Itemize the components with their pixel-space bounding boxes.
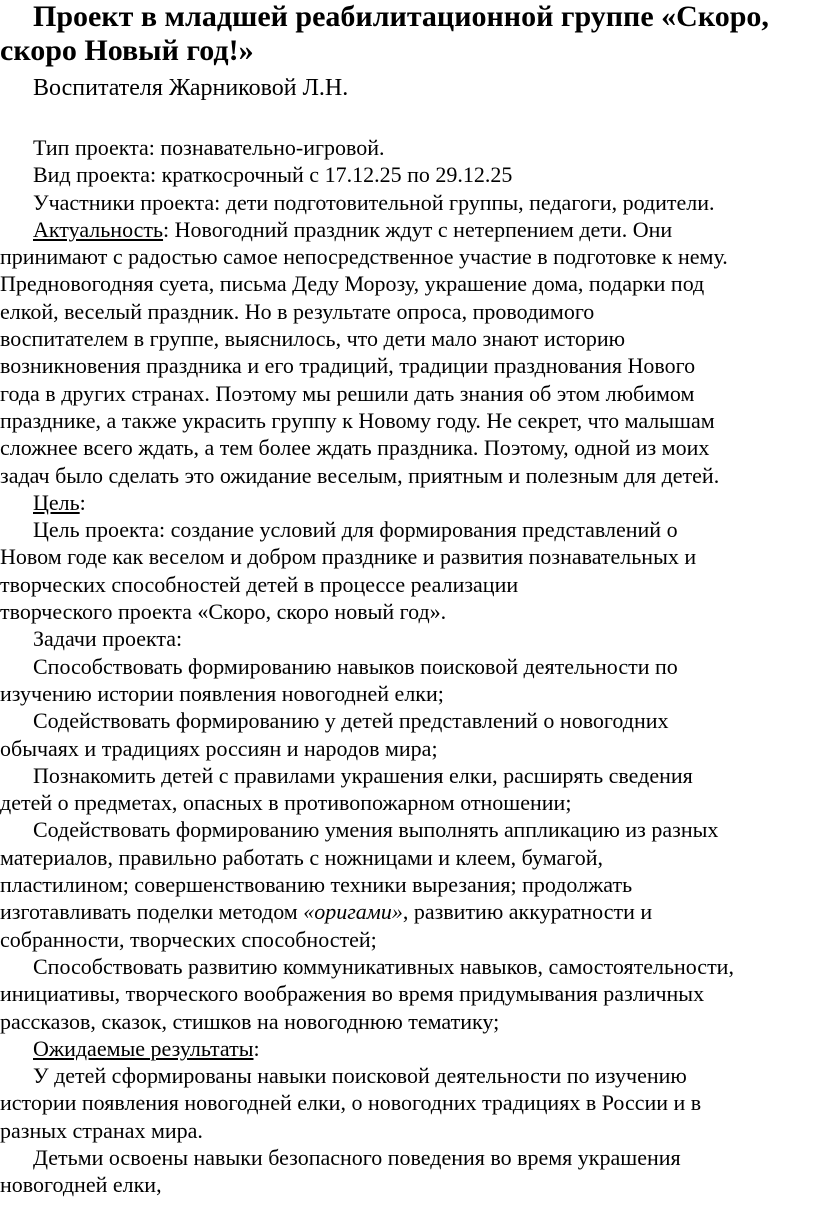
task-4: Содействовать формированию умения выполнять аппликацию из разных материалов, правильно работать с ножницами и клеем, бумагой, пластилином; совершенствованию техники вырезания; продолжать изготавливать поделки методом «оригами», развитию аккуратности и собранности, творческих способностей; <box>0 817 719 952</box>
title-line-2: скоро Новый год!» <box>0 34 254 67</box>
relevance-paragraph: Актуальность: Новогодний праздник ждут с нетерпением дети. Они принимают с радостью самое непосредственное участие в подготовке к нему. Предновогодняя суета, письма Деду Морозу, украшение дома, подарки под елкой, веселый праздник. Но в результате опроса, проводимого воспитателем в группе, выяснилось, что дети мало знают историю возникновения праздника и его традиций, традиции празднования Нового года в других странах. Поэтому мы решили дать знания об этом любимом празднике, а также украсить группу к Новому году. Не секрет, что малышам сложнее всего ждать, а тем более ждать праздника. Поэтому, одной из моих задач было сделать это ожидание веселым, приятным и полезным для детей. <box>0 216 728 488</box>
results-heading-line: Ожидаемые результаты: <box>33 1035 260 1061</box>
document-title <box>0 0 816 68</box>
origami-term: «оригами» <box>303 899 403 925</box>
task-3: Познакомить детей с правилами украшения елки, расширять сведения детей о предметах, опасных в противопожарном отношении; <box>0 762 693 816</box>
task-5: Способствовать развитию коммуникативных навыков, самостоятельности, инициативы, творческого воображения во время придумывания различных рассказов, сказок, стишков на новогоднюю тематику; <box>0 953 734 1034</box>
result-2: Детьми освоены навыки безопасного поведения во время украшения новогодней елки, <box>0 1144 681 1198</box>
project-participants: Участники проекта: дети подготовительной группы, педагоги, родители. <box>33 189 715 215</box>
tasks-heading: Задачи проекта: <box>33 626 183 652</box>
relevance-heading: Актуальность <box>33 216 164 242</box>
project-type: Тип проекта: познавательно-игровой. <box>33 135 385 160</box>
goal-heading-line: Цель: <box>33 489 86 515</box>
result-1: У детей сформированы навыки поисковой деятельности по изучению истории появления новогодней елки, о новогодних традициях в России и в разных странах мира. <box>0 1063 702 1143</box>
author-line: Воспитателя Жарниковой Л.Н. <box>33 75 349 101</box>
goal-paragraph: Цель проекта: создание условий для формирования представлений о Новом годе как веселом и добром празднике и развития познавательных и творческих способностей детей в процессе реализации творческого проекта «Скоро, скоро новый год». <box>0 517 697 625</box>
goal-heading: Цель <box>33 489 80 515</box>
document-body <box>0 134 816 1199</box>
project-kind: Вид проекта: краткосрочный с 17.12.25 по 29.12.25 <box>33 162 513 188</box>
task-2: Содействовать формированию у детей представлений о новогодних обычаях и традициях россиян и народов мира; <box>0 708 669 761</box>
results-heading: Ожидаемые результаты <box>33 1035 254 1061</box>
task-1: Способствовать формированию навыков поисковой деятельности по изучению истории появления новогодней елки; <box>0 653 678 706</box>
title-line-1: Проект в младшей реабилитационной группе «Скоро, <box>33 0 769 33</box>
